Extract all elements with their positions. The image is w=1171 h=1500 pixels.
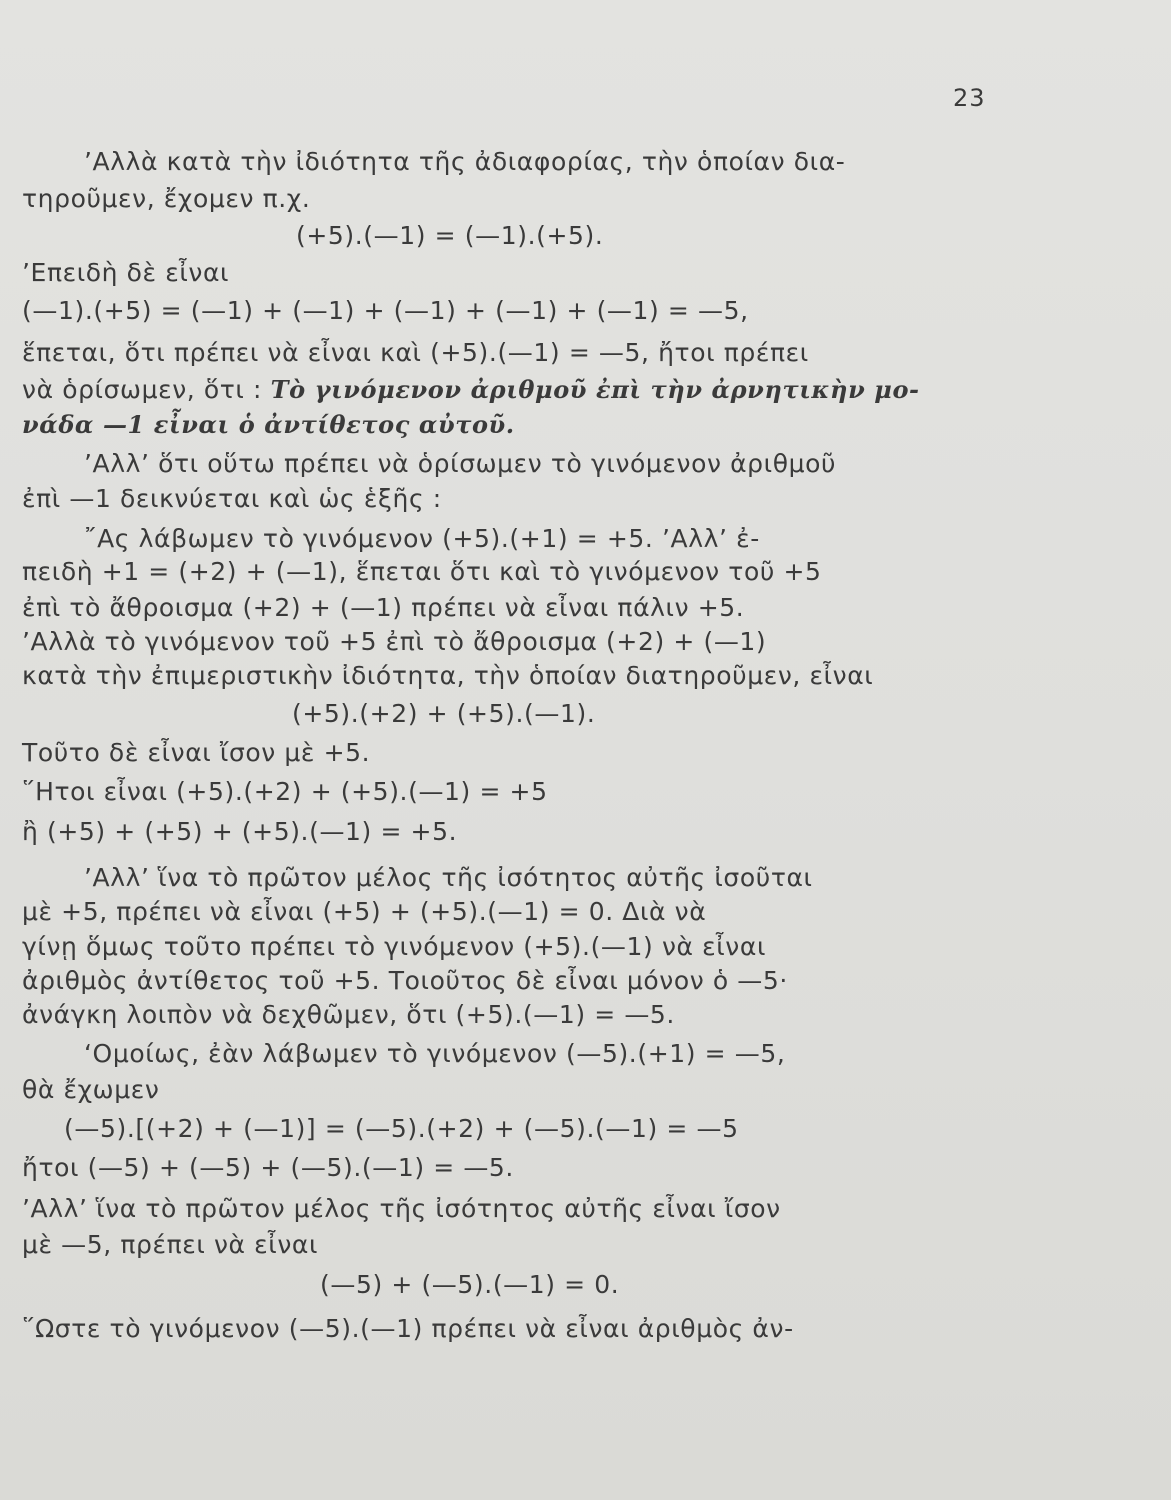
- definition-line: [22, 410, 515, 440]
- text-line: ‘Ομοίως, ἐὰν λάβωμεν τὸ γινόμενον (—5).(+1) = —5,: [84, 1039, 786, 1068]
- formula-line: (—5).[(+2) + (—1)] = (—5).(+2) + (—5).(—1) = —5: [64, 1114, 739, 1143]
- definition-line: [22, 375, 920, 405]
- text-line: ἐπὶ —1 δεικνύεται καὶ ὡς ἑξῆς :: [22, 484, 442, 513]
- text-line: γίνῃ ὅμως τοῦτο πρέπει τὸ γινόμενον (+5).(—1) νὰ εἶναι: [22, 932, 767, 961]
- text-line: ἀνάγκη λοιπὸν νὰ δεχθῶμεν, ὅτι (+5).(—1) = —5.: [22, 1000, 675, 1029]
- text-span: νὰ ὁρίσωμεν, ὅτι :: [22, 375, 263, 404]
- text-line: ’Επειδὴ δὲ εἶναι: [22, 258, 230, 287]
- emphasized-definition: Τὸ γινόμενον ἀριθμοῦ ἐπὶ τὴν ἀρνητικὴν μο-: [270, 375, 920, 404]
- formula-line: (—1).(+5) = (—1) + (—1) + (—1) + (—1) + (—1) = —5,: [22, 296, 749, 325]
- text-line: ῎Ας λάβωμεν τὸ γινόμενον (+5).(+1) = +5. ’Αλλ’ ἐ-: [84, 524, 760, 553]
- formula-line: (+5).(+2) + (+5).(—1).: [292, 699, 596, 728]
- text-line: πειδὴ +1 = (+2) + (—1), ἕπεται ὅτι καὶ τὸ γινόμενον τοῦ +5: [22, 557, 822, 586]
- emphasized-definition: νάδα —1 εἶναι ὁ ἀντίθετος αὐτοῦ.: [22, 410, 515, 439]
- text-line: ἀριθμὸς ἀντίθετος τοῦ +5. Τοιοῦτος δὲ εἶναι μόνον ὁ —5·: [22, 966, 788, 995]
- text-line: ’Αλλὰ κατὰ τὴν ἰδιότητα τῆς ἀδιαφορίας, τὴν ὁποίαν δια-: [84, 147, 846, 176]
- text-line: τηροῦμεν, ἔχομεν π.χ.: [22, 184, 311, 213]
- formula-line: ἤτοι (—5) + (—5) + (—5).(—1) = —5.: [22, 1153, 514, 1182]
- formula-line: ἢ (+5) + (+5) + (+5).(—1) = +5.: [22, 817, 458, 846]
- formula-line: (—5) + (—5).(—1) = 0.: [320, 1270, 620, 1299]
- text-line: κατὰ τὴν ἐπιμεριστικὴν ἰδιότητα, τὴν ὁποίαν διατηροῦμεν, εἶναι: [22, 661, 874, 690]
- formula-line: (+5).(—1) = (—1).(+5).: [296, 221, 604, 250]
- text-line: μὲ —5, πρέπει νὰ εἶναι: [22, 1230, 319, 1259]
- text-line: θὰ ἔχωμεν: [22, 1075, 160, 1104]
- text-line: ’Αλλ’ ἵνα τὸ πρῶτον μέλος τῆς ἰσότητος αὐτῆς εἶναι ἴσον: [22, 1194, 781, 1223]
- text-line: ’Αλλ’ ἵνα τὸ πρῶτον μέλος τῆς ἰσότητος αὐτῆς ἰσοῦται: [84, 863, 813, 892]
- formula-line: ῞Ητοι εἶναι (+5).(+2) + (+5).(—1) = +5: [22, 777, 548, 806]
- text-line: Τοῦτο δὲ εἶναι ἴσον μὲ +5.: [22, 738, 371, 767]
- text-line: ’Αλλὰ τὸ γινόμενον τοῦ +5 ἐπὶ τὸ ἄθροισμα (+2) + (—1): [22, 627, 767, 656]
- page-number: 23: [953, 84, 986, 112]
- text-line: ἐπὶ τὸ ἄθροισμα (+2) + (—1) πρέπει νὰ εἶναι πάλιν +5.: [22, 593, 745, 622]
- text-line: ῞Ωστε τὸ γινόμενον (—5).(—1) πρέπει νὰ εἶναι ἀριθμὸς ἀν-: [22, 1314, 794, 1343]
- text-line: ἕπεται, ὅτι πρέπει νὰ εἶναι καὶ (+5).(—1) = —5, ἤτοι πρέπει: [22, 338, 809, 367]
- text-line: μὲ +5, πρέπει νὰ εἶναι (+5) + (+5).(—1) = 0. Διὰ νὰ: [22, 897, 707, 926]
- text-line: ’Αλλ’ ὅτι οὕτω πρέπει νὰ ὁρίσωμεν τὸ γινόμενον ἀριθμοῦ: [84, 449, 837, 478]
